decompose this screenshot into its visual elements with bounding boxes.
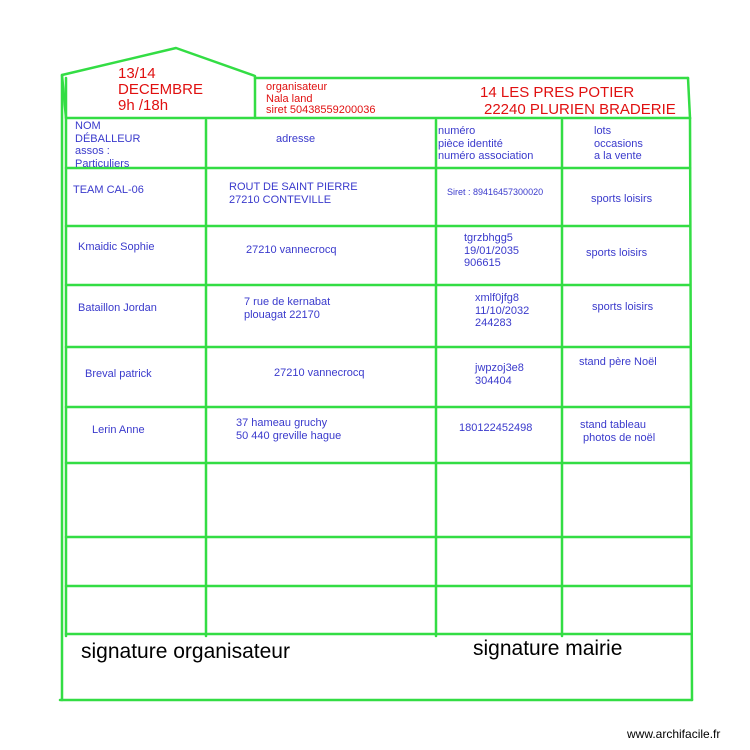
row-5-id: 180122452498: [459, 422, 533, 434]
organizer-siret: siret 50438559200036: [266, 104, 376, 116]
row-1-name: TEAM CAL-06: [73, 184, 144, 196]
column-header-lots: lots occasions a la vente: [594, 125, 643, 163]
date-days: 13/14: [118, 65, 156, 82]
row-3-id: xmlf0jfg8 11/10/2032 244283: [475, 292, 530, 330]
event-address-line1: 14 LES PRES POTIER: [480, 84, 635, 101]
row-5-address: 37 hameau gruchy 50 440 greville hague: [236, 417, 342, 442]
row-1-address: ROUT DE SAINT PIERRE 27210 CONTEVILLE: [229, 181, 358, 206]
row-4-name: Breval patrick: [85, 368, 152, 380]
signature-mayor: signature mairie: [473, 637, 623, 660]
row-4-lots: stand père Noël: [579, 356, 657, 368]
row-5-lots: stand tableau photos de noël: [580, 419, 656, 444]
date-month: DECEMBRE: [118, 81, 204, 98]
event-address-line2: 22240 PLURIEN BRADERIE: [484, 101, 676, 118]
signature-organizer: signature organisateur: [81, 640, 290, 663]
row-1-lots: sports loisirs: [591, 193, 653, 205]
row-2-id: tgrzbhgg5 19/01/2035 906615: [464, 232, 520, 270]
column-header-name: NOM DÉBALLEUR assos : Particuliers: [75, 120, 141, 170]
column-header-id: numéro pièce identité numéro association: [438, 125, 534, 163]
row-1-id: Siret : 89416457300020: [447, 187, 544, 197]
row-3-lots: sports loisirs: [592, 301, 654, 313]
row-2-address: 27210 vannecrocq: [246, 244, 337, 256]
watermark: www.archifacile.fr: [627, 727, 721, 741]
row-4-id: jwpzoj3e8 304404: [475, 362, 524, 387]
row-4-address: 27210 vannecrocq: [274, 367, 365, 379]
organizer-label: organisateur: [266, 81, 328, 93]
column-header-address: adresse: [276, 133, 316, 145]
row-2-name: Kmaidic Sophie: [78, 241, 155, 253]
row-5-name: Lerin Anne: [92, 424, 145, 436]
row-3-name: Bataillon Jordan: [78, 302, 157, 314]
organizer-name: Nala land: [266, 93, 313, 105]
row-3-address: 7 rue de kernabat plouagat 22170: [244, 296, 331, 321]
row-2-lots: sports loisirs: [586, 247, 648, 259]
date-hours: 9h /18h: [118, 97, 169, 114]
